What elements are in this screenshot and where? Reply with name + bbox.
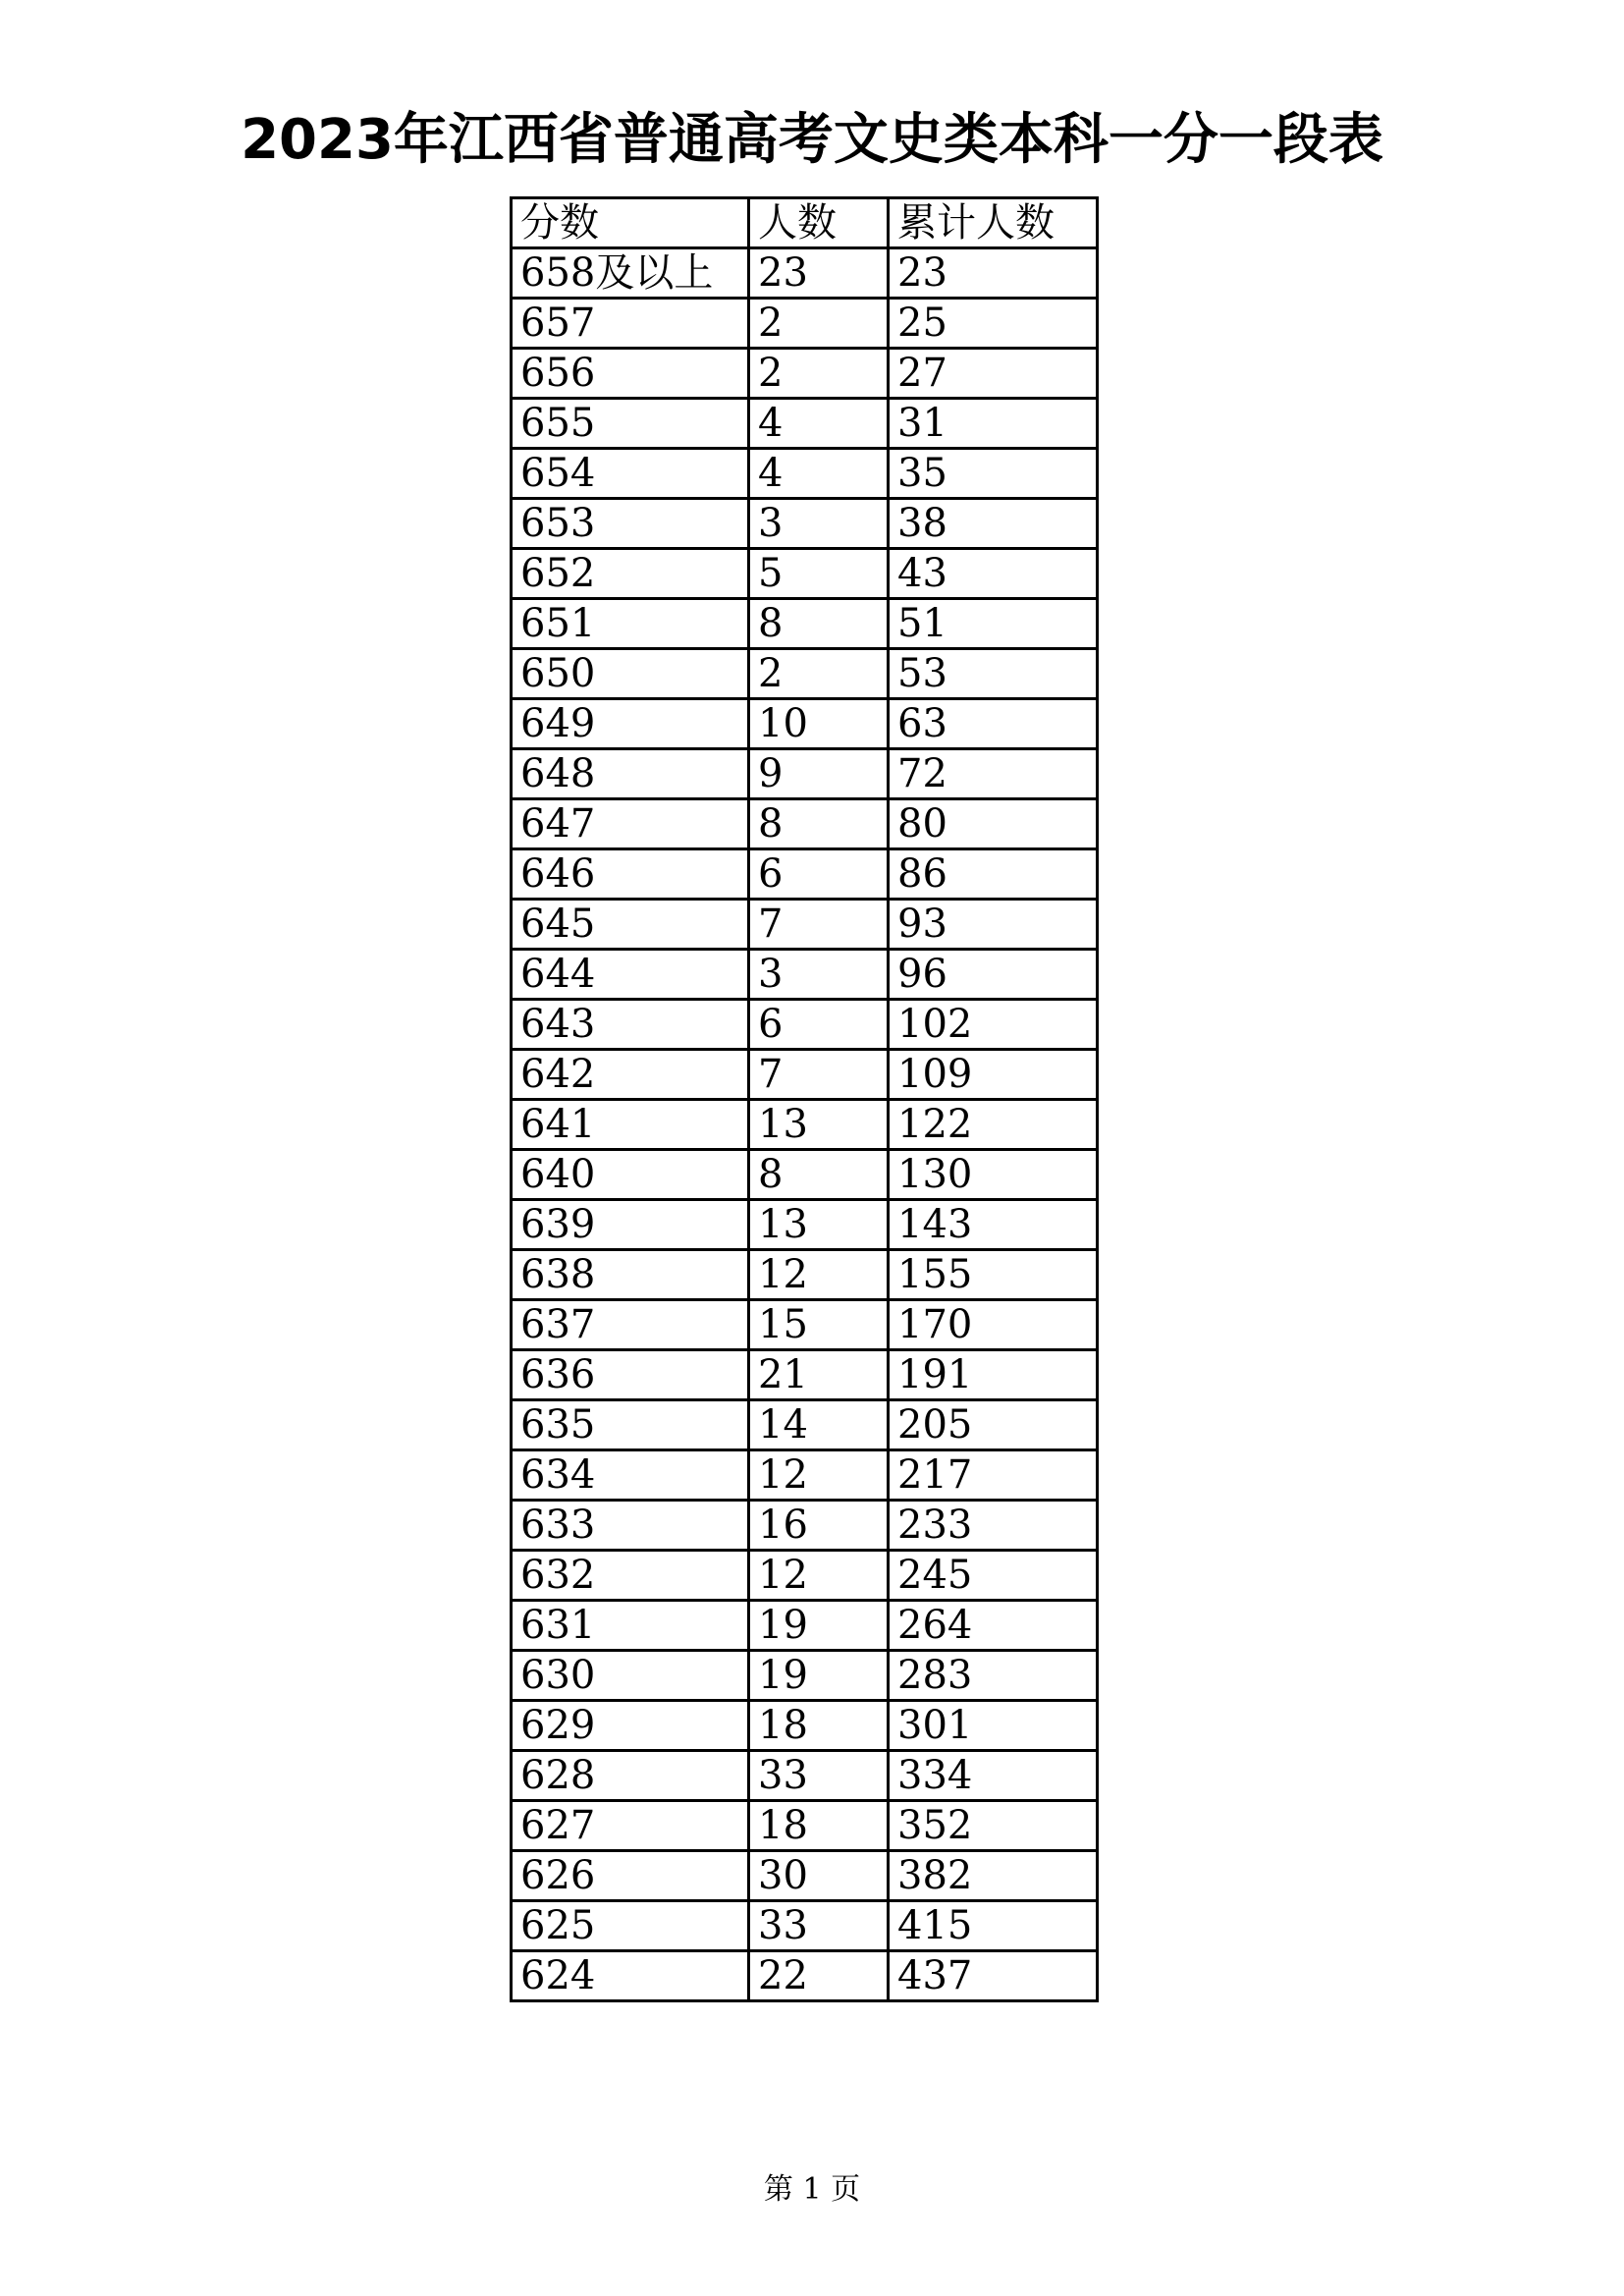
score-cell: 638 [512,1250,749,1300]
count-cell: 3 [749,499,889,549]
score-cell: 652 [512,549,749,599]
cumulative-cell: 63 [889,699,1098,749]
cumulative-cell: 80 [889,799,1098,849]
score-cell: 635 [512,1400,749,1450]
table-row [512,849,1098,900]
table-row [512,900,1098,950]
count-cell: 21 [749,1350,889,1400]
score-cell: 627 [512,1801,749,1851]
score-cell: 632 [512,1551,749,1601]
cumulative-cell: 96 [889,950,1098,1000]
score-cell: 644 [512,950,749,1000]
table-row [512,1050,1098,1100]
table-row [512,1100,1098,1150]
score-cell: 641 [512,1100,749,1150]
table-row [512,1801,1098,1851]
table-row [512,749,1098,799]
count-cell: 6 [749,849,889,900]
score-cell: 654 [512,449,749,499]
count-cell: 3 [749,950,889,1000]
cumulative-cell: 283 [889,1651,1098,1701]
cumulative-cell: 35 [889,449,1098,499]
score-cell: 631 [512,1601,749,1651]
score-cell: 651 [512,599,749,649]
cumulative-cell: 217 [889,1450,1098,1501]
table-row [512,1000,1098,1050]
score-cell: 647 [512,799,749,849]
cumulative-cell: 415 [889,1901,1098,1951]
cumulative-cell: 264 [889,1601,1098,1651]
cumulative-cell: 25 [889,299,1098,349]
count-cell: 8 [749,799,889,849]
table-row [512,1551,1098,1601]
count-cell: 2 [749,349,889,399]
cumulative-cell: 191 [889,1350,1098,1400]
count-cell: 22 [749,1951,889,2001]
score-cell: 629 [512,1701,749,1751]
cumulative-cell: 382 [889,1851,1098,1901]
cumulative-cell: 31 [889,399,1098,449]
cumulative-cell: 143 [889,1200,1098,1250]
count-cell: 9 [749,749,889,799]
score-cell: 648 [512,749,749,799]
table-row [512,449,1098,499]
cumulative-cell: 334 [889,1751,1098,1801]
page-title: 2023年江西省普通高考文史类本科一分一段表 [241,108,1383,172]
table-row [512,950,1098,1000]
count-cell: 19 [749,1651,889,1701]
score-cell: 626 [512,1851,749,1901]
count-cell: 12 [749,1450,889,1501]
header-cumulative: 累计人数 [889,198,1098,248]
table-row [512,1651,1098,1701]
count-cell: 16 [749,1501,889,1551]
score-cell: 643 [512,1000,749,1050]
table-row [512,1501,1098,1551]
score-cell: 633 [512,1501,749,1551]
table-row [512,1400,1098,1450]
table-row [512,1450,1098,1501]
cumulative-cell: 233 [889,1501,1098,1551]
count-cell: 2 [749,299,889,349]
score-cell: 628 [512,1751,749,1801]
score-cell: 642 [512,1050,749,1100]
header-count: 人数 [749,198,889,248]
header-score: 分数 [512,198,749,248]
count-cell: 14 [749,1400,889,1450]
table-row [512,549,1098,599]
count-cell: 8 [749,599,889,649]
cumulative-cell: 102 [889,1000,1098,1050]
score-cell: 657 [512,299,749,349]
score-cell: 624 [512,1951,749,2001]
table-row [512,1851,1098,1901]
table-row [512,1701,1098,1751]
count-cell: 4 [749,399,889,449]
count-cell: 7 [749,900,889,950]
score-cell: 653 [512,499,749,549]
score-cell: 630 [512,1651,749,1701]
score-cell: 645 [512,900,749,950]
count-cell: 18 [749,1701,889,1751]
count-cell: 5 [749,549,889,599]
score-cell: 646 [512,849,749,900]
table-row [512,1150,1098,1200]
table-row [512,1350,1098,1400]
count-cell: 7 [749,1050,889,1100]
table-row [512,1250,1098,1300]
count-cell: 15 [749,1300,889,1350]
cumulative-cell: 352 [889,1801,1098,1851]
score-cell: 656 [512,349,749,399]
count-cell: 10 [749,699,889,749]
cumulative-cell: 245 [889,1551,1098,1601]
cumulative-cell: 27 [889,349,1098,399]
cumulative-cell: 72 [889,749,1098,799]
table-row [512,1200,1098,1250]
page-number: 第 1 页 [763,2172,861,2207]
cumulative-cell: 51 [889,599,1098,649]
table-row [512,1601,1098,1651]
table-row [512,649,1098,699]
count-cell: 33 [749,1751,889,1801]
table-row [512,349,1098,399]
score-cell: 636 [512,1350,749,1400]
score-cell: 655 [512,399,749,449]
count-cell: 12 [749,1250,889,1300]
score-cell: 634 [512,1450,749,1501]
score-cell: 649 [512,699,749,749]
table-row [512,399,1098,449]
table-row [512,499,1098,549]
cumulative-cell: 155 [889,1250,1098,1300]
score-cell: 658及以上 [512,248,749,299]
count-cell: 6 [749,1000,889,1050]
count-cell: 12 [749,1551,889,1601]
cumulative-cell: 109 [889,1050,1098,1100]
cumulative-cell: 43 [889,549,1098,599]
count-cell: 18 [749,1801,889,1851]
table-row [512,699,1098,749]
score-cell: 640 [512,1150,749,1200]
table-row [512,799,1098,849]
score-cell: 650 [512,649,749,699]
cumulative-cell: 301 [889,1701,1098,1751]
cumulative-cell: 23 [889,248,1098,299]
score-cell: 625 [512,1901,749,1951]
count-cell: 2 [749,649,889,699]
cumulative-cell: 86 [889,849,1098,900]
cumulative-cell: 122 [889,1100,1098,1150]
count-cell: 33 [749,1901,889,1951]
table-header-row [512,198,1098,248]
table-body [512,198,1098,2001]
cumulative-cell: 38 [889,499,1098,549]
table-row [512,248,1098,299]
cumulative-cell: 205 [889,1400,1098,1450]
count-cell: 23 [749,248,889,299]
table-row [512,599,1098,649]
table-row [512,1751,1098,1801]
score-cell: 639 [512,1200,749,1250]
count-cell: 13 [749,1200,889,1250]
count-cell: 19 [749,1601,889,1651]
cumulative-cell: 130 [889,1150,1098,1200]
score-distribution-table [510,196,1099,2002]
score-cell: 637 [512,1300,749,1350]
table-row [512,1901,1098,1951]
table-row [512,1300,1098,1350]
table-row [512,299,1098,349]
table-row [512,1951,1098,2001]
count-cell: 8 [749,1150,889,1200]
count-cell: 4 [749,449,889,499]
cumulative-cell: 170 [889,1300,1098,1350]
count-cell: 13 [749,1100,889,1150]
cumulative-cell: 93 [889,900,1098,950]
cumulative-cell: 437 [889,1951,1098,2001]
count-cell: 30 [749,1851,889,1901]
cumulative-cell: 53 [889,649,1098,699]
